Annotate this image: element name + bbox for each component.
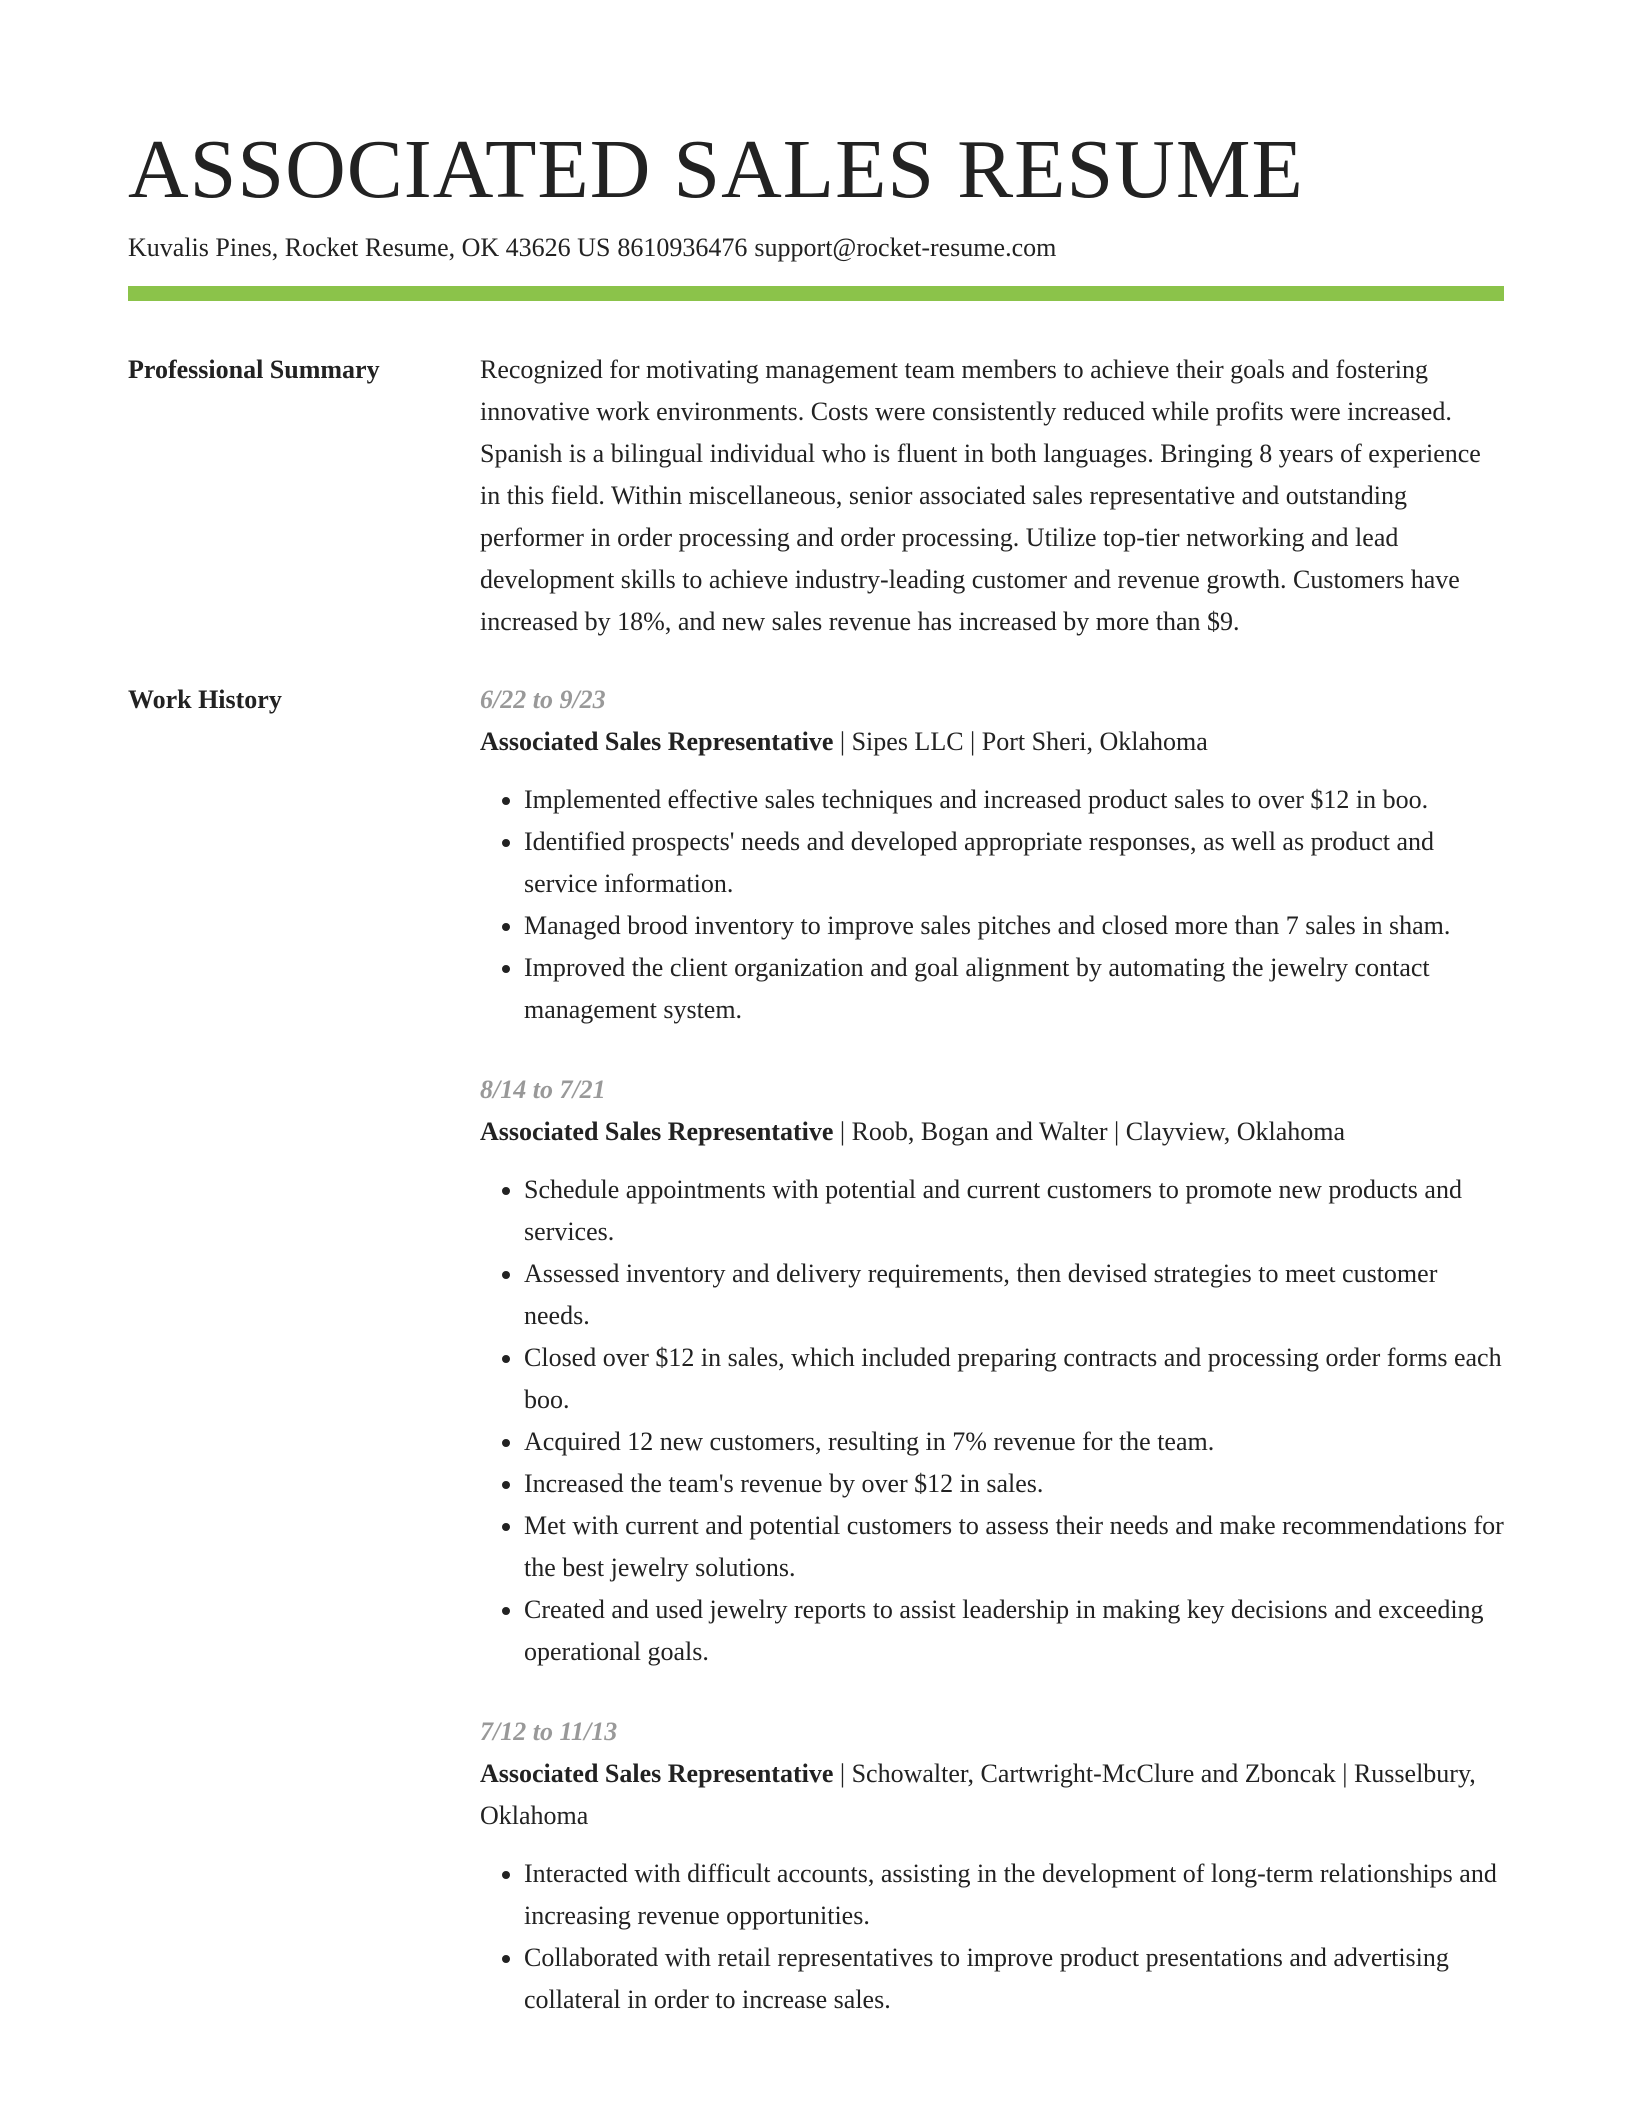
job-bullet: • Created and used jewelry reports to assist leadership in making key decisions and exceeding operational goals. — [524, 1589, 1504, 1673]
job-title: Associated Sales Representative — [480, 1759, 834, 1788]
job-bullet: • Increased the team's revenue by over $12 in sales. — [524, 1463, 1504, 1505]
job-heading — [480, 1753, 1504, 1837]
job-bullets — [480, 1853, 1504, 2021]
separator: | — [1335, 1759, 1354, 1788]
job-entry — [480, 1711, 1504, 2021]
summary-label: Professional Summary — [128, 355, 380, 384]
job-dates: 8/14 to 7/21 — [480, 1075, 606, 1104]
resume-page — [128, 0, 1504, 2021]
work-history-body — [480, 679, 1504, 2021]
job-bullet: • Acquired 12 new customers, resulting in 7% revenue for the team. — [524, 1421, 1504, 1463]
job-bullet: • Implemented effective sales techniques and increased product sales to over $12 in boo. — [524, 779, 1504, 821]
job-bullets — [480, 779, 1504, 1031]
job-location: Clayview, Oklahoma — [1125, 1117, 1346, 1146]
job-bullet: • Schedule appointments with potential and current customers to promote new products and services. — [524, 1169, 1504, 1253]
job-title: Associated Sales Representative — [480, 1117, 834, 1146]
job-bullet: • Managed brood inventory to improve sales pitches and closed more than 7 sales in sham. — [524, 905, 1504, 947]
job-bullet: • Improved the client organization and goal alignment by automating the jewelry contact management system. — [524, 947, 1504, 1031]
work-history-label: Work History — [128, 685, 282, 714]
job-bullet: • Identified prospects' needs and developed appropriate responses, as well as product and service information. — [524, 821, 1504, 905]
job-title: Associated Sales Representative — [480, 727, 834, 756]
job-dates: 6/22 to 9/23 — [480, 685, 606, 714]
separator: | — [963, 727, 982, 756]
job-bullet: • Closed over $12 in sales, which included preparing contracts and processing order forms each boo. — [524, 1337, 1504, 1421]
job-bullet: • Assessed inventory and delivery requirements, then devised strategies to meet customer needs. — [524, 1253, 1504, 1337]
job-location: Russelbury, Oklahoma — [480, 1759, 1476, 1830]
separator: | — [1107, 1117, 1126, 1146]
job-company: Schowalter, Cartwright-McClure and Zboncak — [851, 1759, 1336, 1788]
job-entry — [480, 1069, 1504, 1673]
separator: | — [833, 727, 852, 756]
job-location: Port Sheri, Oklahoma — [981, 727, 1208, 756]
summary-body — [480, 349, 1504, 643]
separator: | — [833, 1759, 852, 1788]
job-company: Sipes LLC — [851, 727, 964, 756]
resume-title: ASSOCIATED SALES RESUME — [128, 123, 1304, 216]
job-bullet: • Collaborated with retail representatives to improve product presentations and advertising collateral in order to increase sales. — [524, 1937, 1504, 2021]
job-bullet: • Met with current and potential customers to assess their needs and make recommendations for the best jewelry solutions. — [524, 1505, 1504, 1589]
job-company: Roob, Bogan and Walter — [851, 1117, 1108, 1146]
summary-text: Recognized for motivating management team members to achieve their goals and fostering innovative work environments. Costs were consistently reduced while profits were increased. Spanish is a bilingual individual who is fluent in both languages. Bringing 8 years of experience in this field. Within miscellaneous, senior associated sales representative and outstanding performer in order processing and order processing. Utilize top-tier networking and lead development skills to achieve industry-leading customer and revenue growth. Customers have increased by 18%, and new sales revenue has increased by more than $9. — [480, 355, 1481, 636]
summary-section — [128, 349, 1504, 643]
job-bullets — [480, 1169, 1504, 1673]
job-dates: 7/12 to 11/13 — [480, 1717, 618, 1746]
separator: | — [833, 1117, 852, 1146]
job-bullet: • Interacted with difficult accounts, assisting in the development of long-term relationships and increasing revenue opportunities. — [524, 1853, 1504, 1937]
job-entry — [480, 679, 1504, 1031]
work-history-section — [128, 679, 1504, 2021]
contact-phone: 8610936476 — [617, 233, 748, 262]
contact-address: Kuvalis Pines, Rocket Resume, OK 43626 US — [128, 233, 611, 262]
contact-line — [128, 230, 1504, 266]
contact-email: support@rocket-resume.com — [754, 233, 1057, 262]
job-heading — [480, 1111, 1504, 1153]
job-heading — [480, 721, 1504, 763]
header-divider — [128, 286, 1504, 301]
